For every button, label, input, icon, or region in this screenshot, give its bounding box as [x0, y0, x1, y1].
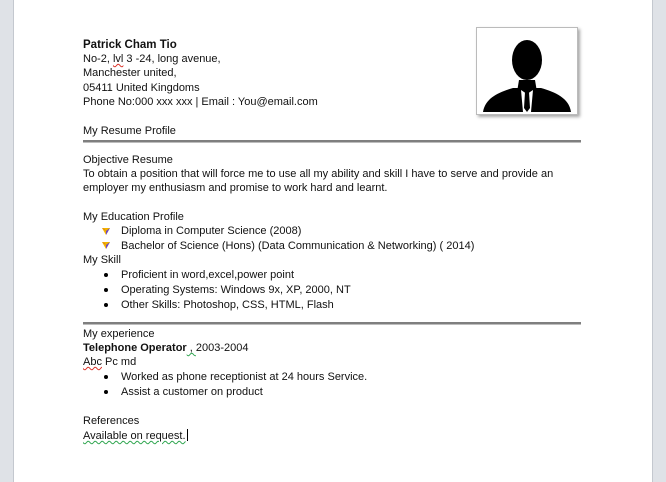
bullet-dot-icon [104, 390, 108, 394]
objective-heading[interactable]: Objective Resume [83, 154, 173, 166]
objective-text-line-1[interactable]: To obtain a position that will force me to use all my ability and skill I have to serve and provide an [83, 168, 554, 180]
arrow-bullet-icon [101, 226, 111, 236]
resume-profile-heading[interactable]: My Resume Profile [83, 125, 176, 137]
objective-text-line-2[interactable]: employer my enthusiasm and promise to work hard and learnt. [83, 182, 388, 194]
experience-item[interactable]: Assist a customer on product [121, 386, 263, 398]
experience-heading[interactable]: My experience [83, 328, 155, 340]
skill-item[interactable]: Proficient in word,excel,power point [121, 269, 295, 281]
job-title: Telephone Operator [83, 342, 187, 354]
candidate-name[interactable]: Patrick Cham Tio [83, 39, 177, 51]
address-suffix: 3 -24, long avenue, [123, 53, 221, 65]
bullet-dot-icon [104, 273, 108, 277]
education-heading[interactable]: My Education Profile [83, 211, 184, 223]
company-name-rest: Pc md [101, 356, 137, 368]
profile-photo[interactable] [476, 27, 578, 115]
address-line-1[interactable] [83, 52, 221, 66]
skill-item[interactable]: Operating Systems: Windows 9x, XP, 2000, NT [121, 284, 351, 296]
education-item[interactable]: Bachelor of Science (Hons) (Data Communication & Networking) ( 2014) [121, 240, 475, 252]
references-line[interactable] [83, 429, 188, 443]
experience-item[interactable]: Worked as phone receptionist at 24 hours Service. [121, 371, 368, 383]
company-line[interactable] [83, 355, 136, 369]
job-separator: , [186, 342, 196, 354]
bullet-dot-icon [104, 303, 108, 307]
skill-item[interactable]: Other Skills: Photoshop, CSS, HTML, Flash [121, 299, 334, 311]
skills-heading[interactable]: My Skill [83, 254, 121, 266]
person-silhouette-icon [477, 28, 577, 114]
section-divider [83, 322, 581, 325]
text-cursor [187, 429, 188, 441]
document-page[interactable] [14, 0, 652, 482]
address-line-3[interactable]: 05411 United Kingdoms [83, 82, 200, 94]
job-title-line[interactable] [83, 341, 248, 355]
address-prefix: No-2, [83, 53, 113, 65]
address-spelling-flag: lvl [112, 53, 124, 65]
bullet-dot-icon [104, 288, 108, 292]
contact-line[interactable]: Phone No:000 xxx xxx | Email : You@email.com [83, 96, 318, 108]
references-heading[interactable]: References [83, 415, 140, 427]
job-years: 2003-2004 [195, 342, 249, 354]
bullet-dot-icon [104, 375, 108, 379]
company-spelling-flag: Abc [83, 356, 102, 368]
references-text: Available on request. [83, 430, 186, 442]
education-item[interactable]: Diploma in Computer Science (2008) [121, 225, 302, 237]
section-divider [83, 140, 581, 143]
arrow-bullet-icon [101, 240, 111, 250]
address-line-2[interactable]: Manchester united, [83, 67, 177, 79]
